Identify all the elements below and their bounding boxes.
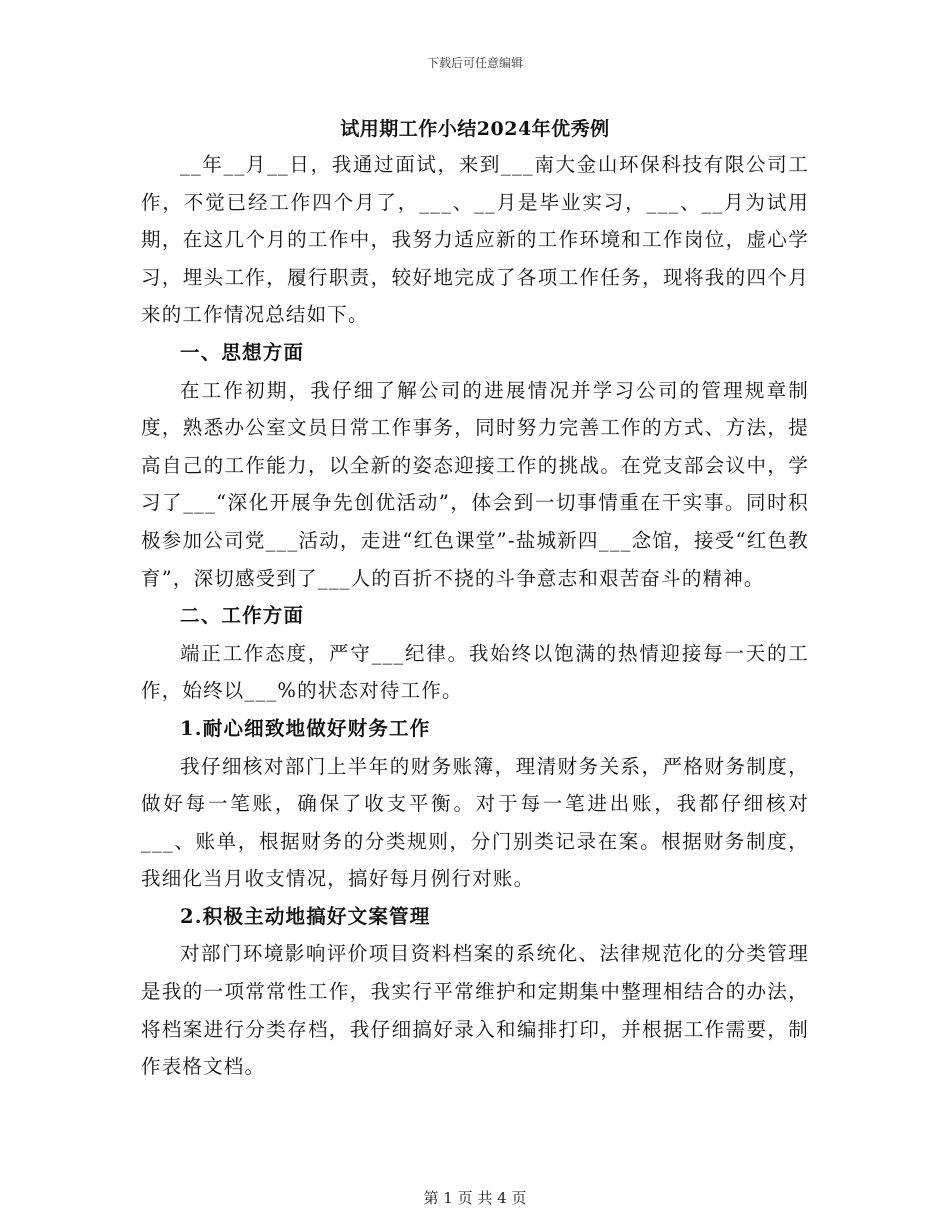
section-heading-work: 二、工作方面: [180, 604, 305, 628]
header-note: 下载后可任意编辑: [426, 56, 523, 70]
archive-paragraph: 对部门环境影响评价项目资料档案的系统化、法律规范化的分类管理是我的一项常常性工作，我实行平常维护和定期集中整理相结合的办法，将档案进行分类存档，我仔细搞好录入和编排打印，并根据工作需要，制作表格文档。: [141, 942, 809, 1079]
subheading-archive: 2.积极主动地搞好文案管理: [180, 904, 431, 928]
document-title: 试用期工作小结2024年优秀例: [340, 118, 610, 140]
work-paragraph: 端正工作态度，严守___纪律。我始终以饱满的热情迎接每一天的工作，始终以___%的状态对待工作。: [141, 641, 809, 703]
finance-paragraph: 我仔细核对部门上半年的财务账簿，理清财务关系，严格财务制度，做好每一笔账，确保了收支平衡。对于每一笔进出账，我都仔细核对___、账单，根据财务的分类规则，分门别类记录在案。根据财务制度，我细化当月收支情况，搞好每月例行对账。: [141, 754, 809, 891]
page-number-footer: 第 1 页 共 4 页: [423, 1189, 527, 1207]
thought-paragraph: 在工作初期，我仔细了解公司的进展情况并学习公司的管理规章制度，熟悉办公室文员日常工作事务，同时努力完善工作的方式、方法，提高自己的工作能力，以全新的姿态迎接工作的挑战。在党支部会议中，学习了___“深化开展争先创优活动”，体会到一切事情重在干实事。同时积极参加公司党___活动，走进“红色课堂”-盐城新四___念馆，接受“红色教育”，深切感受到了___人的百折不挠的斗争意志和艰苦奋斗的精神。: [141, 378, 809, 590]
section-heading-thought: 一、思想方面: [180, 340, 305, 364]
document-body: [141, 146, 809, 1086]
subheading-finance: 1.耐心细致地做好财务工作: [180, 716, 431, 740]
intro-paragraph: __年__月__日，我通过面试，来到___南大金山环保科技有限公司工作，不觉已经工作四个月了，___、__月是毕业实习，___、__月为试用期，在这几个月的工作中，我努力适应新的工作环境和工作岗位，虚心学习，埋头工作，履行职责，较好地完成了各项工作任务，现将我的四个月来的工作情况总结如下。: [141, 153, 809, 327]
